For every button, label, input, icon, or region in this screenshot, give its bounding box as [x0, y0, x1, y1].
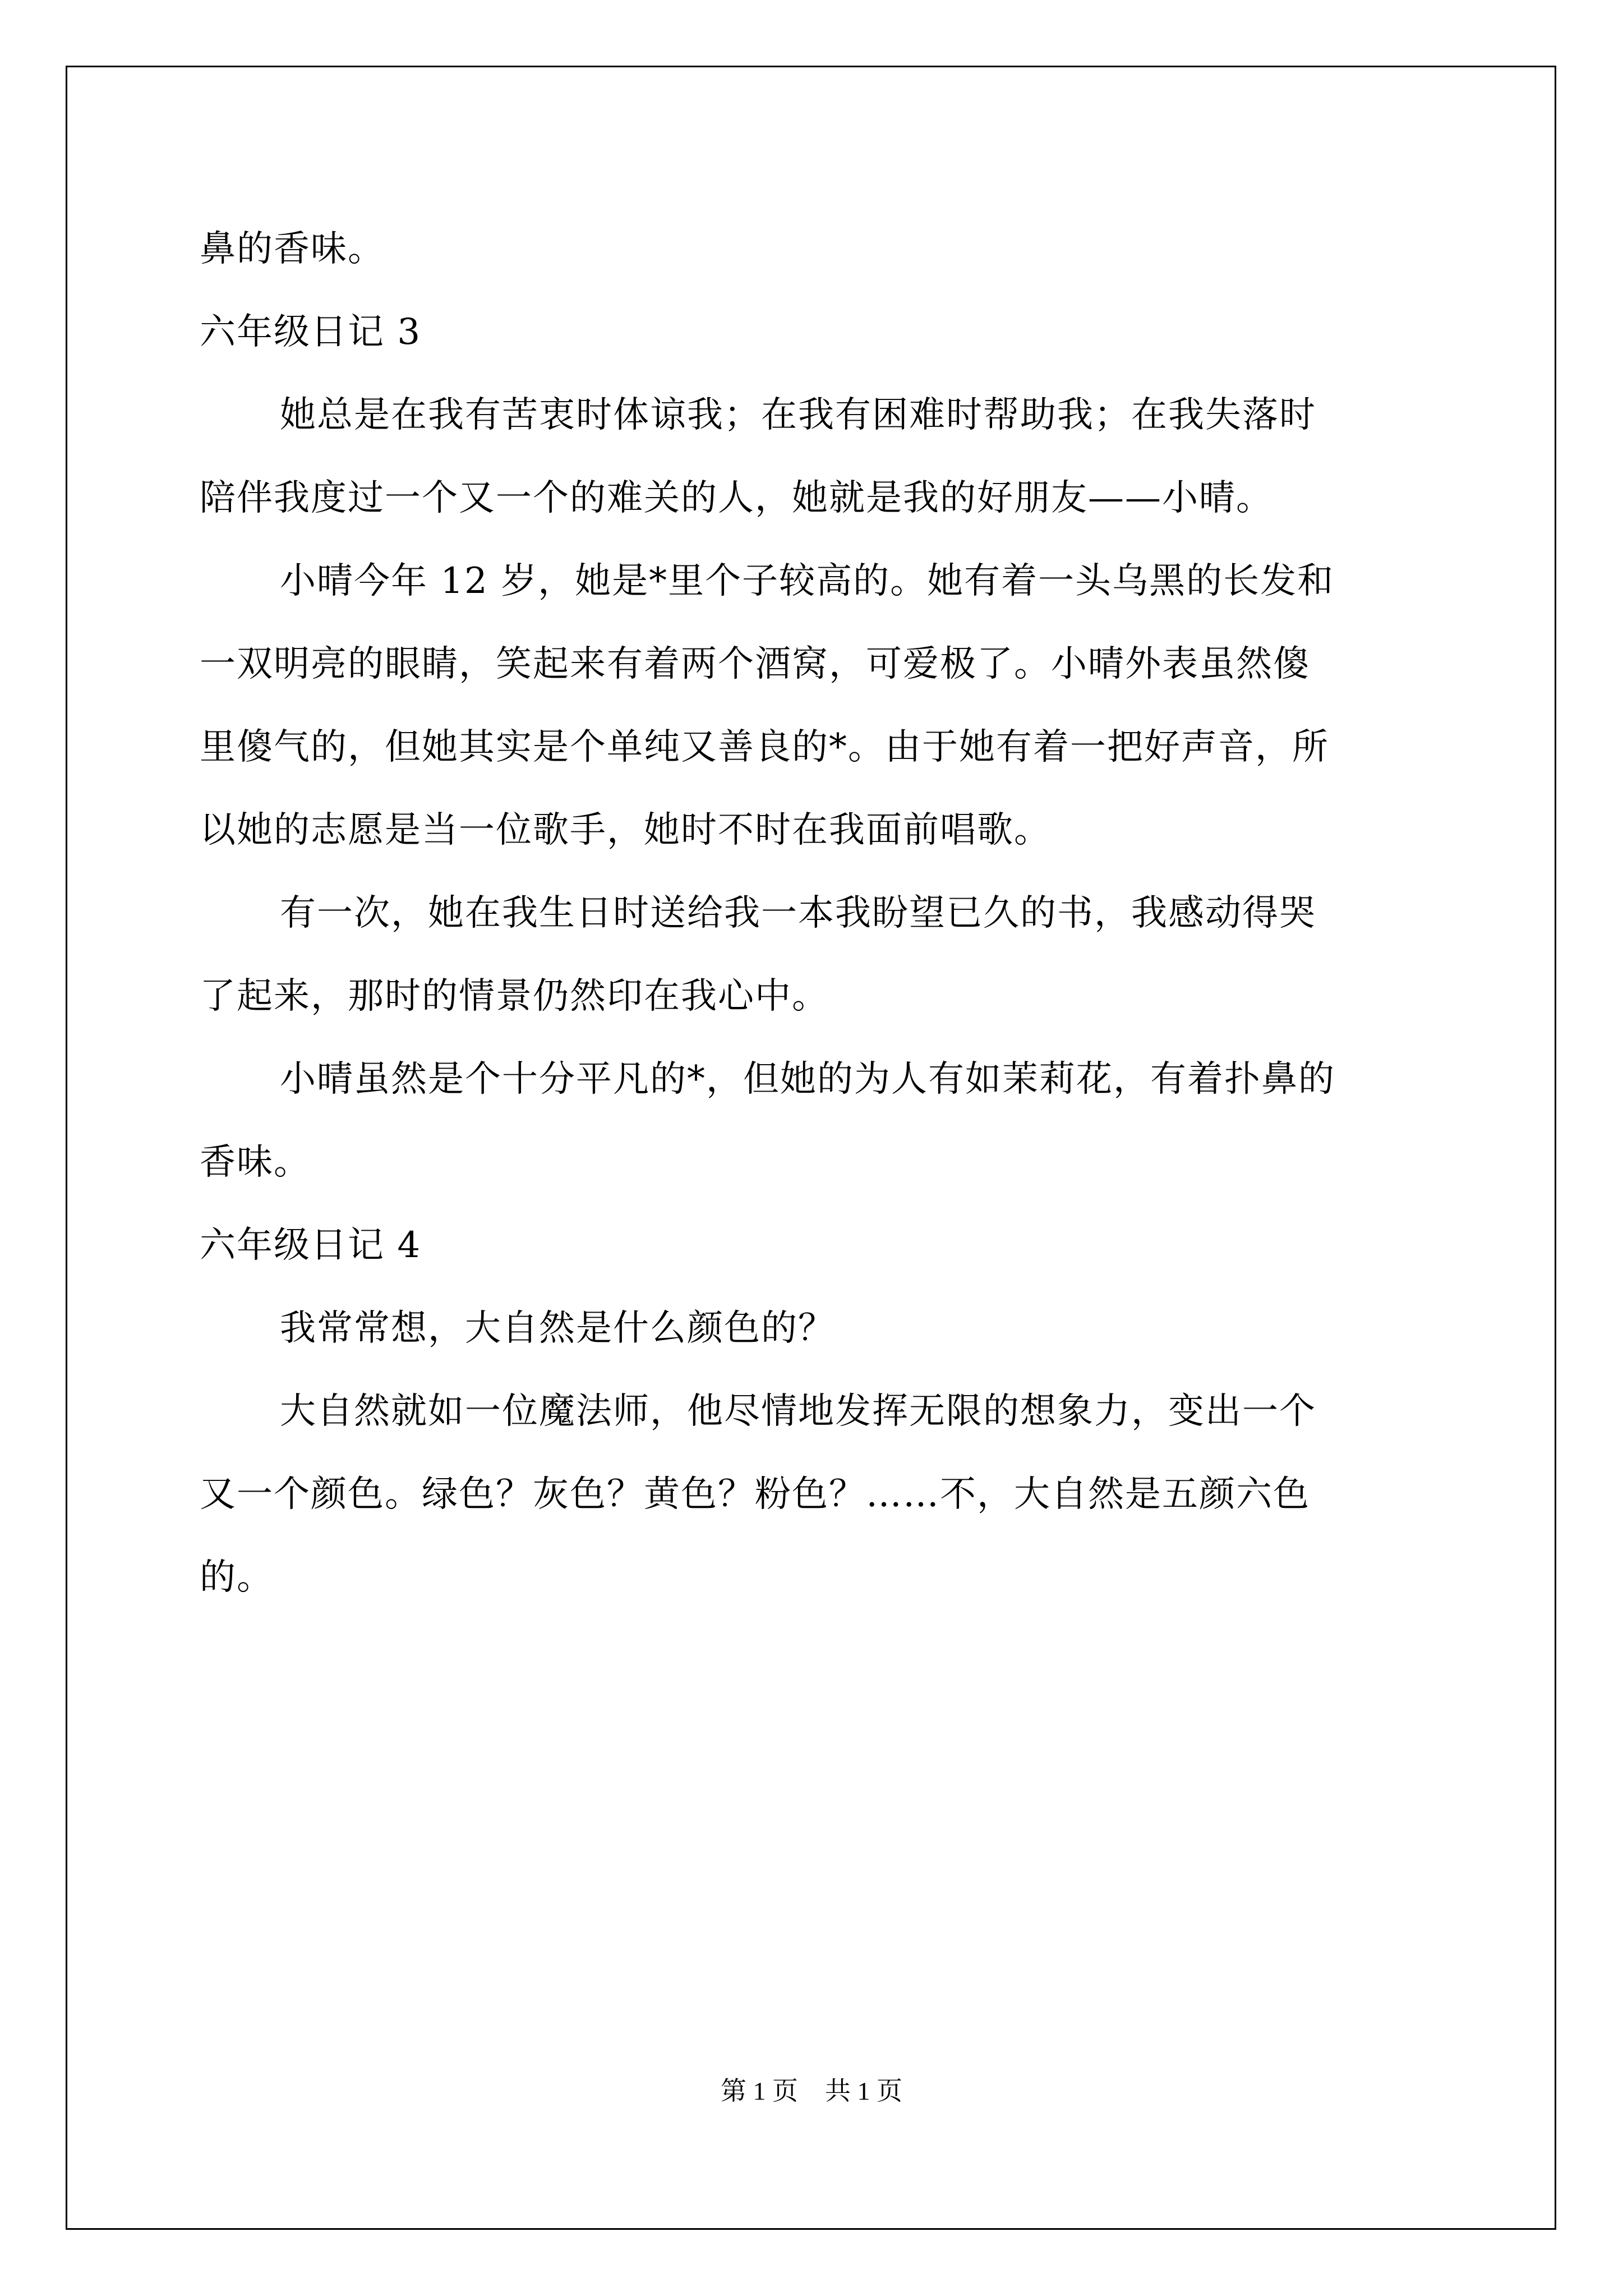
document-body	[200, 208, 1428, 1619]
page-number: 第 1 页	[721, 2077, 798, 2105]
text-line: 了起来，那时的情景仍然印在我心中。	[200, 976, 829, 1017]
heading-text: 六年级日记 4	[200, 1225, 422, 1266]
text-line: 陪伴我度过一个又一个的难关的人，她就是我的好朋友——小晴。	[200, 477, 1273, 519]
text-line: 大自然就如一位魔法师，他尽情地发挥无限的想象力，变出一个	[280, 1391, 1316, 1432]
page-footer	[0, 2074, 1623, 2108]
text-line: 她总是在我有苦衷时体谅我；在我有困难时帮助我；在我失落时	[280, 394, 1316, 436]
text-line: 以她的志愿是当一位歌手，她时不时在我面前唱歌。	[200, 809, 1051, 851]
paragraph	[200, 872, 1428, 1038]
text-line: 又一个颜色。绿色？灰色？黄色？粉色？……不，大自然是五颜六色	[200, 1474, 1310, 1515]
paragraph	[200, 374, 1428, 540]
section-heading	[200, 1204, 1428, 1287]
text-line: 小晴虽然是个十分平凡的*，但她的为人有如茉莉花，有着扑鼻的	[280, 1059, 1335, 1100]
text-line: 我常常想，大自然是什么颜色的？	[280, 1308, 835, 1349]
heading-text: 六年级日记 3	[200, 311, 422, 353]
text-line: 里傻气的，但她其实是个单纯又善良的*。由于她有着一把好声音，所	[200, 726, 1329, 768]
paragraph	[200, 1287, 1428, 1370]
text-line: 的。	[200, 1557, 274, 1598]
paragraph	[200, 1038, 1428, 1204]
page-total: 共 1 页	[825, 2077, 902, 2105]
paragraph	[200, 208, 1428, 291]
text-line: 香味。	[200, 1142, 311, 1183]
text-line: 有一次，她在我生日时送给我一本我盼望已久的书，我感动得哭	[280, 892, 1316, 934]
paragraph	[200, 1370, 1428, 1619]
paragraph	[200, 540, 1428, 872]
text-line: 鼻的香味。	[200, 228, 385, 270]
text-line: 小晴今年 12 岁，她是*里个子较高的。她有着一头乌黑的长发和	[280, 560, 1335, 602]
text-line: 一双明亮的眼睛，笑起来有着两个酒窝，可爱极了。小晴外表虽然傻	[200, 643, 1310, 685]
section-heading	[200, 291, 1428, 374]
